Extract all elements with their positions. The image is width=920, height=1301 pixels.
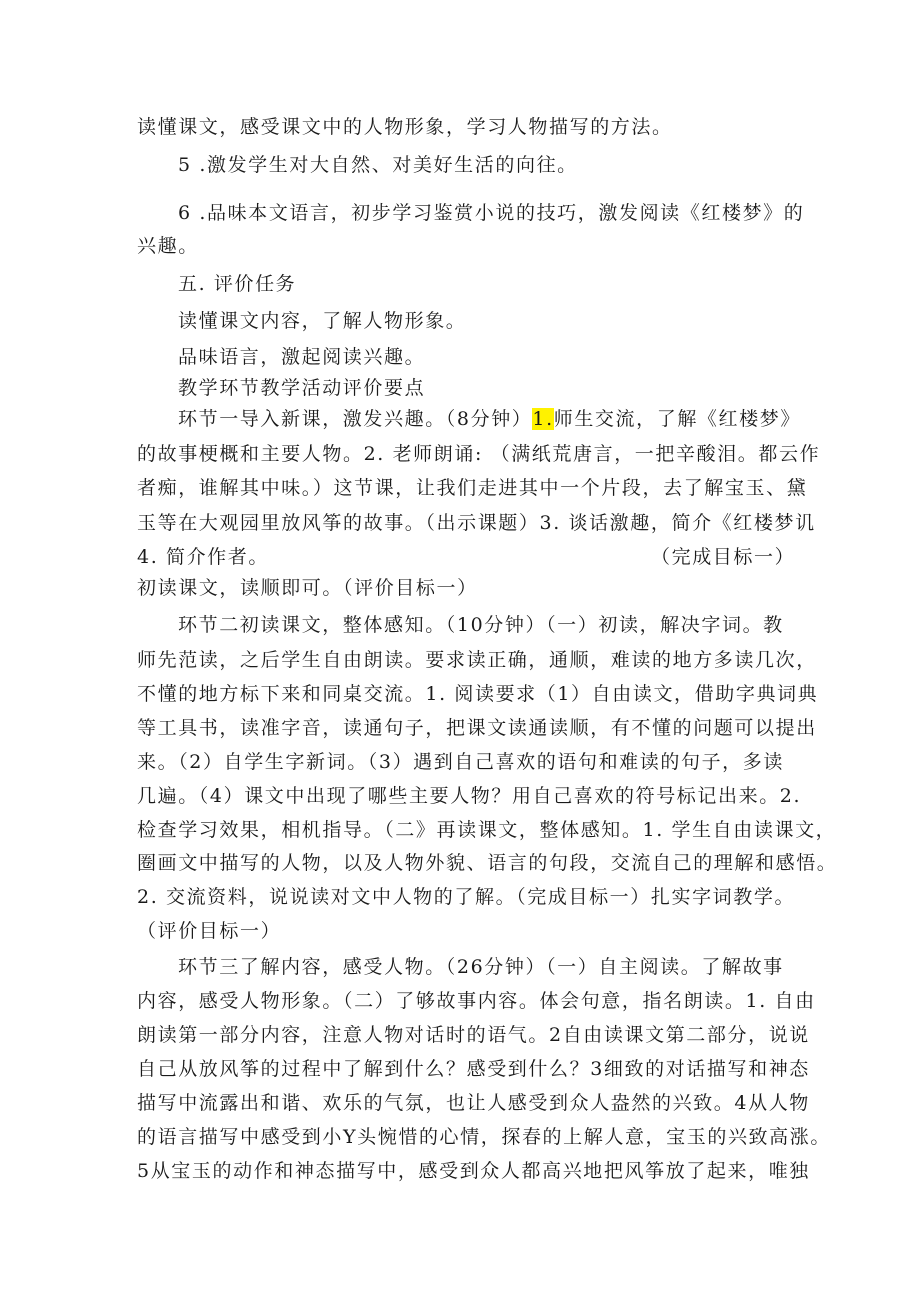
paragraph-line: 兴趣。 [137, 235, 199, 257]
paragraph-line: 的语言描写中感受到小Y头惋惜的心情，探春的上解人意，宝玉的兴致高涨。 [137, 1126, 831, 1148]
evaluation-item: 读懂课文内容，了解人物形象。 [178, 310, 467, 332]
paragraph-line: 来。（2）自学生字新词。（3）遇到自己喜欢的语句和难读的句子，多读 [137, 751, 784, 773]
goal-note: （完成目标一） [651, 546, 796, 568]
paragraph-line: 圈画文中描写的人物，以及人物外貌、语言的句段，交流自己的理解和感悟。 [137, 852, 838, 874]
paragraph-line: 读懂课文，感受课文中的人物形象，学习人物描写的方法。 [137, 116, 673, 138]
evaluation-item: 品味语言，激起阅读兴趣。 [178, 346, 426, 368]
paragraph-line: 师先范读，之后学生自由朗读。要求读正确，通顺，难读的地方多读几次， [137, 649, 817, 671]
stage-one-text: 师生交流，了解《红楼梦》 [553, 408, 801, 430]
paragraph-line: 玉等在大观园里放风筝的故事。（出示课题）3. 谈话激趣，简介《红楼梦讥 [137, 512, 816, 534]
paragraph-line: 4. 简介作者。 [137, 546, 269, 568]
paragraph-line: 朗读第一部分内容，注意人物对话时的语气。2自由读课文第二部分，说说 [137, 1024, 810, 1046]
paragraph-line: 几遍。（4）课文中出现了哪些主要人物？用自己喜欢的符号标记出来。2. [137, 785, 802, 807]
stage-one-line [178, 405, 801, 433]
paragraph-line: 描写中流露出和谐、欢乐的气氛，也让人感受到众人盎然的兴致。4从人物 [137, 1092, 810, 1114]
stage-three-line: 环节三了解内容，感受人物。（26分钟）（一）自主阅读。了解故事 [178, 956, 784, 978]
paragraph-line: 者痴，谁解其中味。）这节课，让我们走进其中一个片段，去了解宝玉、黛 [137, 477, 808, 499]
paragraph-line: （评价目标一） [137, 920, 282, 942]
highlighted-number: 1. [532, 408, 554, 430]
section-heading-evaluation: 五. 评价任务 [178, 273, 297, 295]
objective-5: 5 .激发学生对大自然、对美好生活的向往。 [178, 154, 578, 176]
paragraph-line: 5从宝玉的动作和神态描写中，感受到众人都高兴地把风筝放了起来，唯独 [137, 1160, 810, 1182]
paragraph-line: 内容，感受人物形象。（二）了够故事内容。体会句意，指名朗读。1. 自由 [137, 990, 816, 1012]
stage-two-line: 环节二初读课文，整体感知。（10分钟）（一）初读，解决字词。教 [178, 614, 784, 636]
paragraph-line: 不懂的地方标下来和同桌交流。1. 阅读要求（1）自由读文，借助字典词典 [137, 683, 819, 705]
paragraph-line: 2. 交流资料，说说读对文中人物的了解。（完成目标一）扎实字词教学。 [137, 886, 796, 908]
table-header-line: 教学环节教学活动评价要点 [178, 377, 426, 399]
paragraph-line: 检查学习效果，相机指导。（二》再读课文，整体感知。1. 学生自由读课文， [137, 819, 837, 841]
paragraph-line: 的故事梗概和主要人物。2. 老师朗诵: （满纸荒唐言，一把辛酸泪。都云作 [137, 443, 821, 465]
paragraph-line: 自己从放风筝的过程中了解到什么？感受到什么？3细致的对话描写和神态 [137, 1058, 810, 1080]
paragraph-line: 等工具书，读准字音，读通句子，把课文读通读顺，有不懂的问题可以提出 [137, 717, 817, 739]
paragraph-line: 初读课文，读顺即可。（评价目标一） [137, 577, 478, 599]
stage-one-title: 环节一导入新课，激发兴趣。（8分钟） [178, 408, 533, 430]
objective-6: 6 .品味本文语言，初步学习鉴赏小说的技巧，激发阅读《红楼梦》的 [178, 202, 805, 224]
